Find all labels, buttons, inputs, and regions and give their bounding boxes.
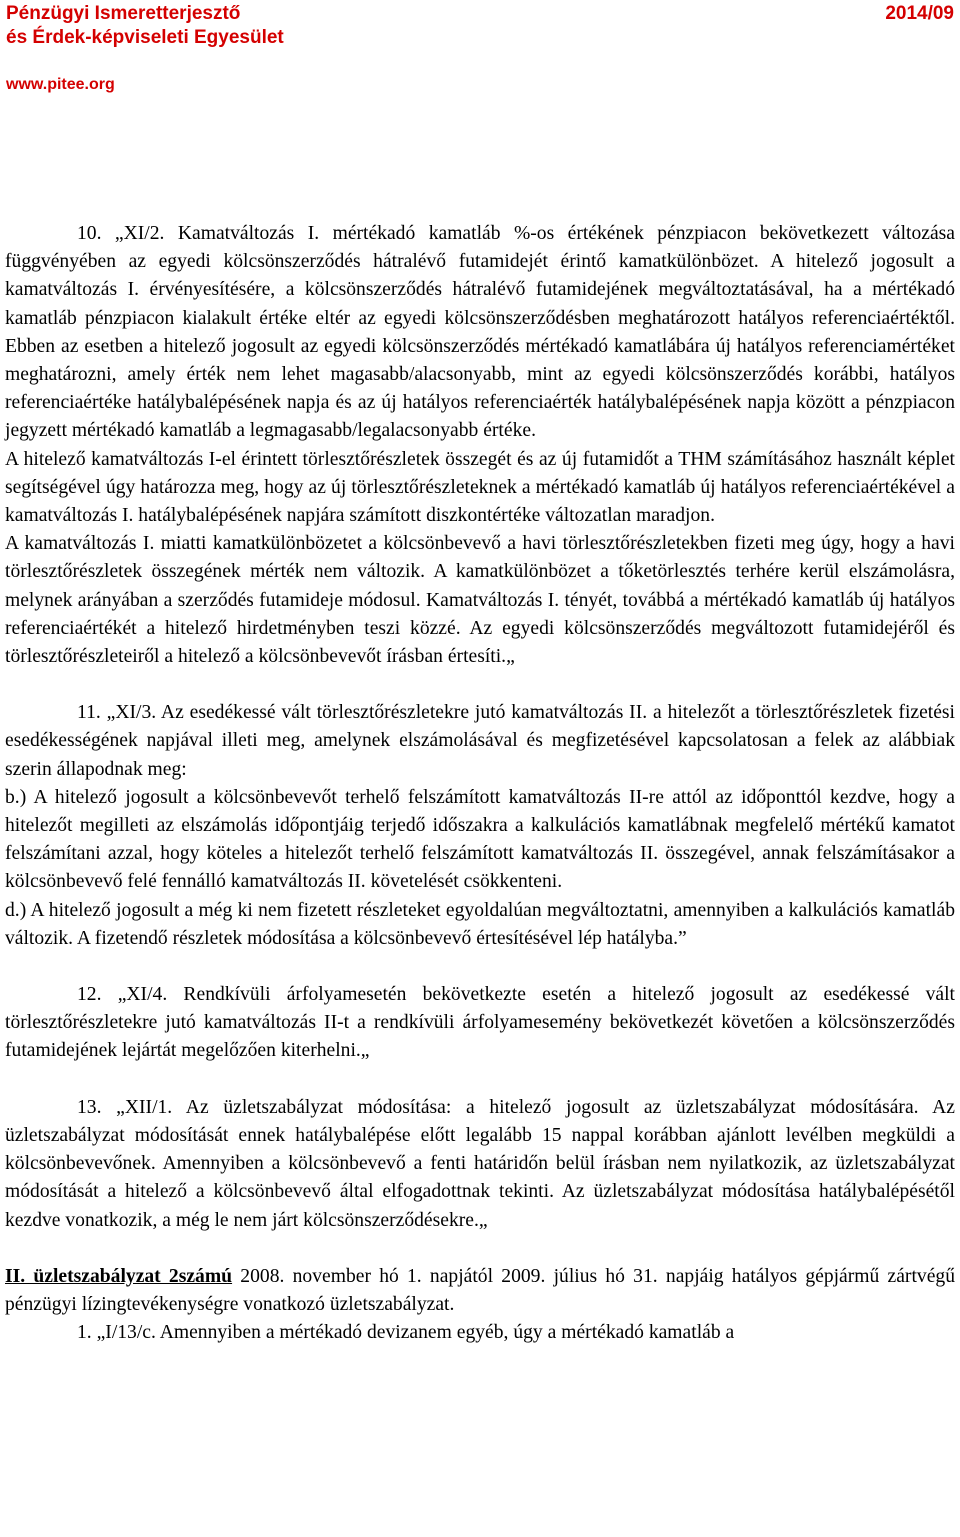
paragraph-11-d: d.) A hitelező jogosult a még ki nem fizetett részleteket egyoldalúan megváltoztatni, amennyiben a kalkulációs kamatláb változik. A fizetendő részletek módosítása a kölcsönbevevő értesítésével lép hatályba.” xyxy=(5,899,955,949)
section-2-paragraph xyxy=(5,1263,955,1319)
paragraph-10-part3: A kamatváltozás I. miatti kamatkülönbözetet a kölcsönbevevő a havi törlesztőrészletekben fizeti meg úgy, hogy a havi törlesztőrészletek összegének mérték nem változik. A kamatkülönbözet a tőketörlesztés terhére kerül elszámolásra, melynek arányában a szerződés futamideje módosul. Kamatváltozás I. tényét, továbbá a mértékadó kamatláb új hatályos referenciaértékét a hitelező hirdetményben teszi közzé. Az egyedi kölcsönszerződés megváltozott futamidejéről és törlesztőrészleteiről a hitelező a kölcsönbevevőt írásban értesíti.„ xyxy=(5,533,955,668)
spacer xyxy=(5,671,955,699)
organization-name-line2: és Érdek-képviseleti Egyesület xyxy=(6,27,284,48)
document-body xyxy=(5,220,955,1347)
document-date: 2014/09 xyxy=(885,3,954,24)
organization-name-line1: Pénzügyi Ismeretterjesztő xyxy=(6,3,241,24)
paragraph-10: 10. „XI/2. Kamatváltozás I. mértékadó kamatláb %-os értékének pénzpiacon bekövetkezett változása függvényében az egyedi kölcsönszerződés hátralévő futamidejét érintő kamatkülönbözet. A hitelező jogosult a kamatváltozás I. érvényesítésére, a kölcsönszerződés hátralévő futamidejének megváltoztatásával, ha a mértékadó kamatláb pénzpiacon kialakult értéke eltér az egyedi kölcsönszerződésben meghatározott hatályos referenciaértéktől. Ebben az esetben a hitelező jogosult az egyedi kölcsönszerződés mértékadó kamatlábára új hatályos referenciamértéket meghatározni, amely érték nem lehet magasabb/alacsonyabb, mint az egyedi kölcsönszerződés korábbi, hatályos referenciaértéke hatálybalépésének napja és az új hatályos referenciaérték hatálybalépésének napja között a pénzpiacon jegyzett mértékadó kamatláb a legmagasabb/legalacsonyabb értéke. xyxy=(5,223,955,442)
website-link[interactable]: www.pitee.org xyxy=(6,76,115,93)
spacer xyxy=(5,953,955,981)
paragraph-11: 11. „XI/3. Az esedékessé vált törlesztőrészletekre jutó kamatváltozás II. a hitelezőt a törlesztőrészletek fizetési esedékességének napjával illeti meg, amelynek elszámolásával és megfizetésével kapcsolatosan a felek az alábbiak szerin állapodnak meg: xyxy=(5,702,955,780)
spacer xyxy=(5,1235,955,1263)
section-2-title: II. üzletszabályzat 2számú xyxy=(5,1265,233,1287)
paragraph-12: 12. „XI/4. Rendkívüli árfolyamesetén bekövetkezte esetén a hitelező jogosult az esedékessé vált törlesztőrészletekre jutó kamatváltozás II-t a rendkívüli árfolyamesemény bekövetkezét követően a kölcsönszerződés futamidejének lejártát megelőzően kiterhelni.„ xyxy=(5,984,955,1062)
paragraph-10-part2: A hitelező kamatváltozás I-el érintett törlesztőrészletek összegét és az új futamidőt a THM számításához használt képlet segítségével úgy határozza meg, hogy az új törlesztőrészleteknek a mértékadó kamatláb új hatályos referenciaértékével a kamatváltozás I. hatálybalépésének napjára számított diszkontértéke változatlan maradjon. xyxy=(5,448,955,527)
paragraph-13: 13. „XII/1. Az üzletszabályzat módosítása: a hitelező jogosult az üzletszabályzat módosítására. Az üzletszabályzat módosítását ennek hatálybalépése előtt legalább 15 nappal korábban ajánlott levélben megküldi a kölcsönbevevőnek. Amennyiben a kölcsönbevevő a fenti határidőn belül írásban nem nyilatkozik, az üzletszabályzat módosítását a hitelező a kölcsönbevevő által elfogadottnak tekinti. Az üzletszabályzat módosítása hatálybalépésétől kezdve vonatkozik, a még le nem járt kölcsönszerződésekre.„ xyxy=(5,1096,955,1231)
spacer xyxy=(5,1066,955,1094)
paragraph-1: 1. „I/13/c. Amennyiben a mértékadó devizanem egyéb, úgy a mértékadó kamatláb a xyxy=(77,1322,735,1344)
paragraph-11-b: b.) A hitelező jogosult a kölcsönbevevőt terhelő felszámított kamatváltozás II-re attól az időponttól kezdve, hogy a hitelezőt megilleti az elszámolás időpontjáig terjedő időszakra a kalkulációs kamatlábnak megfelelő mértékű kamatot felszámítani azzal, hogy köteles a hitelezőt terhelő felszámított kamatváltozás II. összegével, annak felszámításakor a kölcsönbevevő felé fennálló kamatváltozás II. követelését csökkenteni. xyxy=(5,786,955,893)
section-2-text: 2008. november hó 1. napjától 2009. július hó 31. napjáig hatályos gépjármű zártvégű pénzügyi lízingtevékenységre vonatkozó üzletszabályzat. xyxy=(5,1265,955,1315)
